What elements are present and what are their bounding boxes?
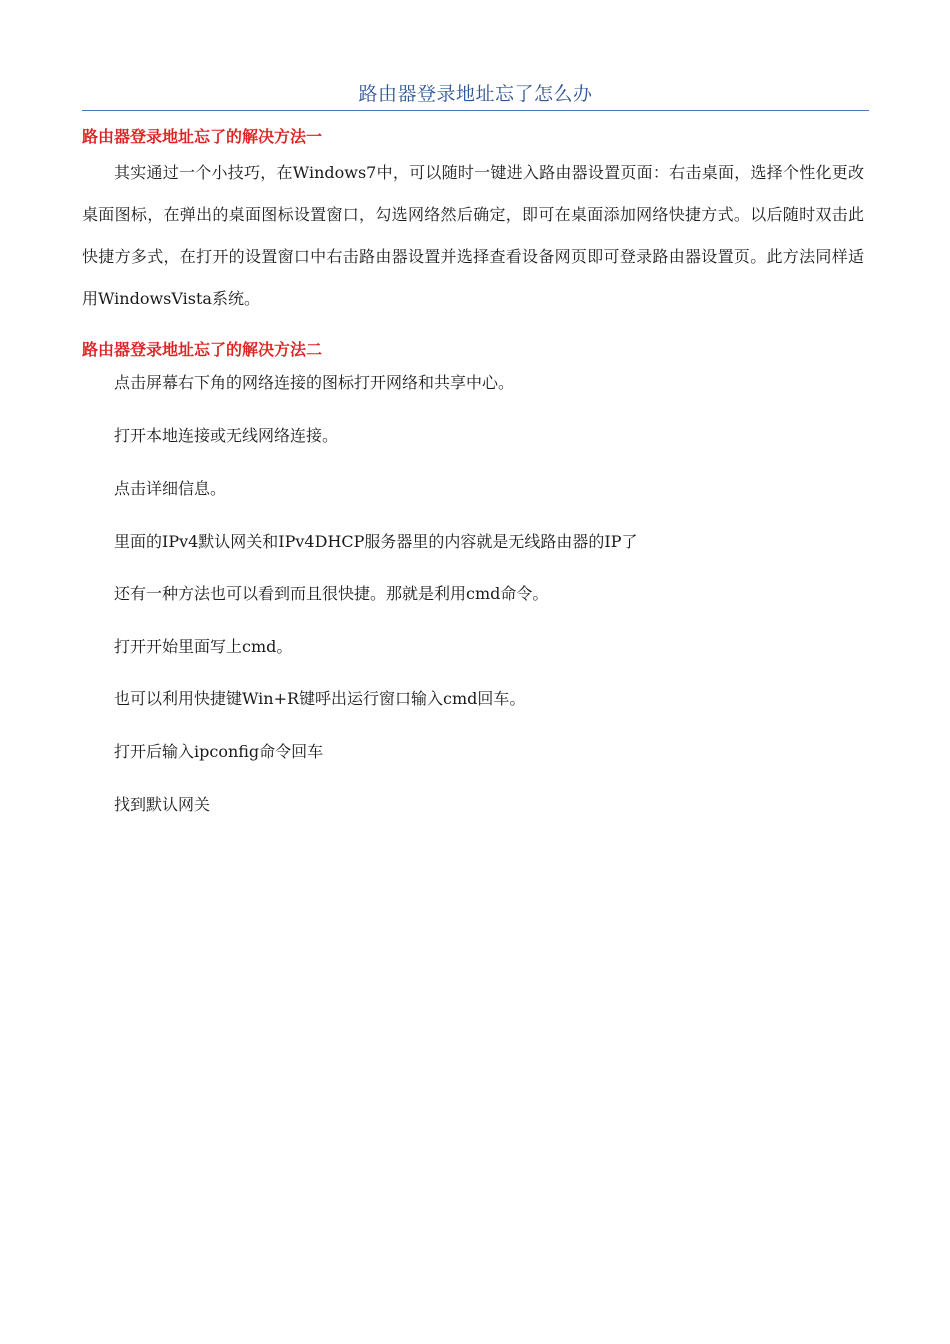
step-8: 打开后输入ipconfig命令回车 [114,742,324,761]
step-7: 也可以利用快捷键Win+R键呼出运行窗口输入cmd回车。 [114,689,526,708]
step-5: 还有一种方法也可以看到而且很快捷。那就是利用cmd命令。 [114,584,549,603]
step-6: 打开开始里面写上cmd。 [114,637,293,656]
step-4: 里面的IPv4默认网关和IPv4DHCP服务器里的内容就是无线路由器的IP了 [114,532,638,551]
page-title: 路由器登录地址忘了怎么办 [358,83,593,105]
step-9: 找到默认网关 [114,795,211,814]
step-2: 打开本地连接或无线网络连接。 [114,426,339,445]
section-heading-method-1: 路由器登录地址忘了的解决方法一 [82,127,323,146]
method-1-paragraph: 其实通过一个小技巧，在Windows7中，可以随时一键进入路由器设置页面：右击桌面，选择个性化更改桌面图标，在弹出的桌面图标设置窗口，勾选网络然后确定，即可在桌面添加网络快捷方式。以后随时双击此快捷方多式，在打开的设置窗口中右击路由器设置并选择查看设备网页即可登录路由器设置页。此方法同样适用WindowsVista系统。 [82,163,864,308]
step-1: 点击屏幕右下角的网络连接的图标打开网络和共享中心。 [114,373,515,392]
section-heading-method-2: 路由器登录地址忘了的解决方法二 [82,340,323,359]
step-3: 点击详细信息。 [114,479,227,498]
page-header [82,78,869,111]
